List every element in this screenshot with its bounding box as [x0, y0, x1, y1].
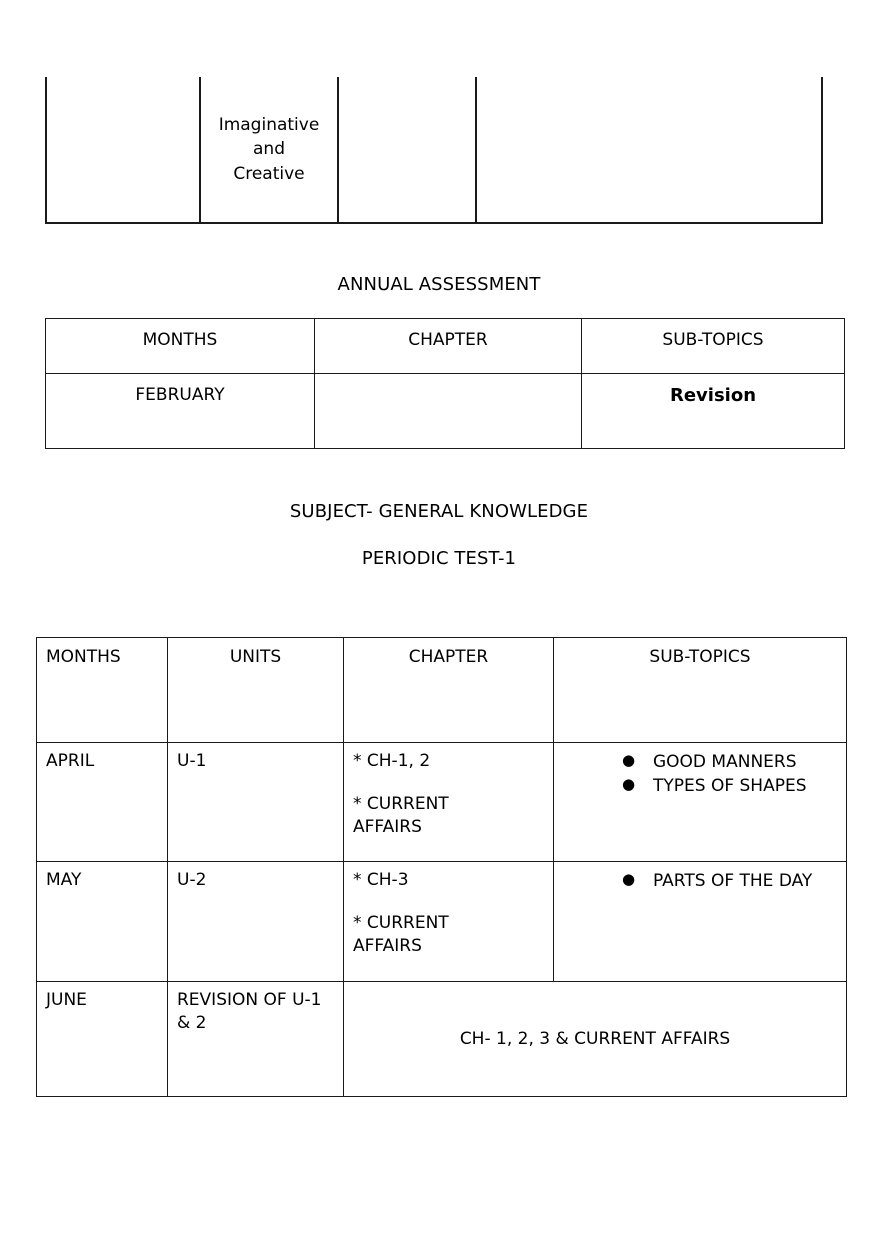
column-header-units: UNITS: [168, 638, 344, 743]
cell-month-june: JUNE: [37, 982, 168, 1097]
chapter-line-2: * CURRENT: [353, 912, 449, 933]
bullet-icon: ●: [622, 870, 636, 888]
bullet-icon: ●: [622, 751, 636, 769]
cell-chapter-april: [344, 743, 554, 862]
sub-topics-list: [563, 750, 840, 798]
chapter-line-3: AFFAIRS: [353, 935, 422, 956]
table-header-row: [46, 319, 845, 374]
cell-chapter-blank: [338, 77, 476, 223]
list-item: [622, 750, 840, 774]
cell-month-february: FEBRUARY: [46, 374, 315, 449]
chapter-line-2: * CURRENT: [353, 793, 449, 814]
heading-annual-assessment: ANNUAL ASSESSMENT: [337, 274, 541, 295]
cell-sub-topics-may: [554, 862, 847, 982]
cell-months-blank: [46, 77, 200, 223]
cell-line-1: Imaginative: [218, 114, 320, 135]
list-item-label: GOOD MANNERS: [653, 752, 797, 772]
chapter-line-1: * CH-1, 2: [353, 751, 431, 771]
chapter-spacer: [353, 773, 547, 793]
cell-unit-u2: U-2: [168, 862, 344, 982]
table-row-may: [37, 862, 847, 982]
cell-line-2: and: [253, 139, 285, 160]
list-item: [622, 774, 840, 798]
sub-topics-list: [563, 869, 840, 893]
chapter-spacer: [353, 892, 547, 912]
cell-chapter-empty: [315, 374, 582, 449]
column-header-months: MONTHS: [46, 319, 315, 374]
bullet-icon: ●: [622, 775, 636, 794]
column-header-chapter: CHAPTER: [344, 638, 554, 743]
column-header-months: MONTHS: [37, 638, 168, 743]
cell-merged-chapter-sub-topics-june: CH- 1, 2, 3 & CURRENT AFFAIRS: [344, 982, 847, 1097]
cell-imaginative-and-creative: [200, 77, 338, 223]
cell-line-3: Creative: [233, 163, 305, 184]
table-row-april: [37, 743, 847, 862]
table-periodic-test-1: [36, 637, 847, 1097]
cell-sub-topics-april: [554, 743, 847, 862]
table-row-june: [37, 982, 847, 1097]
column-header-sub-topics: SUB-TOPICS: [582, 319, 845, 374]
heading-subject-general-knowledge: SUBJECT- GENERAL KNOWLEDGE: [289, 501, 589, 522]
cell-chapter-may: [344, 862, 554, 982]
cell-month-april: APRIL: [37, 743, 168, 862]
cell-unit-u1: U-1: [168, 743, 344, 862]
table-annual-assessment: [45, 318, 845, 449]
chapter-line-1: * CH-3: [353, 870, 409, 890]
list-item: [622, 869, 840, 893]
cell-subtopics-blank: [476, 77, 822, 223]
heading-periodic-test-1: PERIODIC TEST-1: [361, 548, 517, 569]
list-item-label: PARTS OF THE DAY: [653, 871, 813, 891]
table-continued-from-previous-page: [45, 77, 823, 224]
table-row: [46, 374, 845, 449]
cell-unit-revision: REVISION OF U-1 & 2: [168, 982, 344, 1097]
list-item-label: TYPES OF SHAPES: [653, 776, 807, 797]
column-header-chapter: CHAPTER: [315, 319, 582, 374]
chapter-line-3: AFFAIRS: [353, 816, 422, 837]
column-header-sub-topics: SUB-TOPICS: [554, 638, 847, 743]
cell-month-may: MAY: [37, 862, 168, 982]
table-header-row: [37, 638, 847, 743]
table-row: [46, 77, 822, 223]
cell-sub-topic-revision: Revision: [582, 374, 845, 449]
